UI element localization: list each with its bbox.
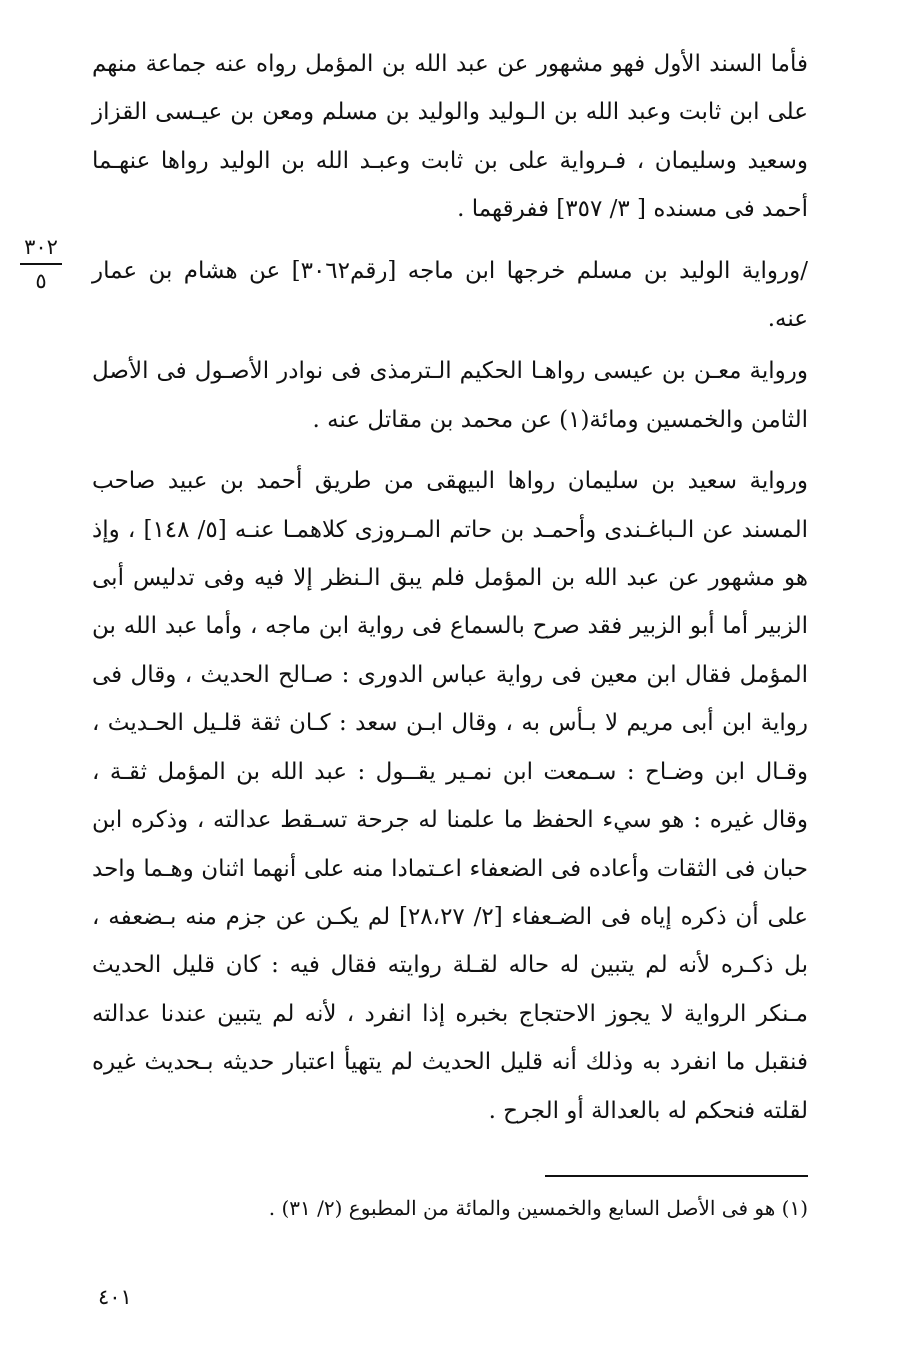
paragraph-2: /ورواية الوليد بن مسلم خرجها ابن ماجه [رقم٣٠٦٢] عن هشام بن عمار عنه. — [92, 257, 808, 333]
footnote: (١) هو فى الأصل السابع والخمسين والمائة من المطبوع (٢/ ٣١) . — [268, 1196, 808, 1220]
margin-reference-part: ٥ — [35, 269, 47, 293]
margin-reference-divider — [20, 263, 62, 265]
main-text — [92, 40, 808, 1148]
paragraph-3: ورواية معـن بن عيسى رواهـا الحكيم الـترمذى فى نوادر الأصـول فى الأصل الثامن والخمسين ومائة(١) عن محمد بن مقاتل عنه . — [92, 358, 808, 433]
margin-reference-volume-page: ٣٠٢ — [24, 235, 58, 259]
page-number: ٤٠١ — [98, 1285, 132, 1309]
margin-reference — [18, 234, 64, 294]
footnote-divider — [545, 1175, 808, 1177]
paragraph-1: فأما السند الأول فهو مشهور عن عبد الله بن المؤمل رواه عنه جماعة منهم على ابن ثابت وعبد الله بن الـوليد والوليد بن مسلم ومعن بن عيـسى القزاز وسعيد وسليمان ، فـرواية على بن ثابت وعبـد الله بن الوليد رواها عنهـما أحمد فى مسنده [ ٣/ ٣٥٧] ففرقهما . — [92, 51, 808, 223]
paragraph-4: ورواية سعيد بن سليمان رواها البيهقى من طريق أحمد بن عبيد صاحب المسند عن الـباغـندى وأحمـد بن حاتم المـروزى كلاهمـا عنـه [٥/ ١٤٨] ، وإذ هو مشهور عن عبد الله بن المؤمل فلم يبق الـنظر إلا فيه وفى تدليس أبى الزبير أما أبو الزبير فقد صرح بالسماع فى رواية ابن ماجه ، وأما عبد الله بن المؤمل فقال ابن معين فى رواية عباس الدورى : صـالح الحديث ، وقال فى رواية ابن أبى مريم لا بـأس به ، وقال ابـن سعد : كـان ثقة قلـيل الحـديث ، وقـال ابن وضـاح : سـمعت ابن نمـير يقــول : عبد الله بن المؤمل ثقـة ، وقال غيره : هو سيء الحفظ ما علمنا له جرحة تسـقط عدالته ، وذكره ابن حبان فى الثقات وأعاده فى الضعفاء اعـتمادا منه على أنهما اثنان وهـما واحد على أن ذكره إياه فى الضـعفاء [٢/ ٢٨،٢٧] لم يكـن عن جزم منه بـضعفه ، بل ذكـره لأنه لم يتبين له حاله لقـلة روايته فقال فيه : كان قليل الحديث مـنكر الرواية لا يجوز الاحتجاج بخبره إذا انفرد ، لأنه لم يتبين عندنا عدالته فنقبل ما انفرد به وذلك أنه قليل الحديث لم يتهيأ اعتبار حديثه بـحديث غيره لقلته فنحكم له بالعدالة أو الجرح . — [92, 468, 808, 1124]
